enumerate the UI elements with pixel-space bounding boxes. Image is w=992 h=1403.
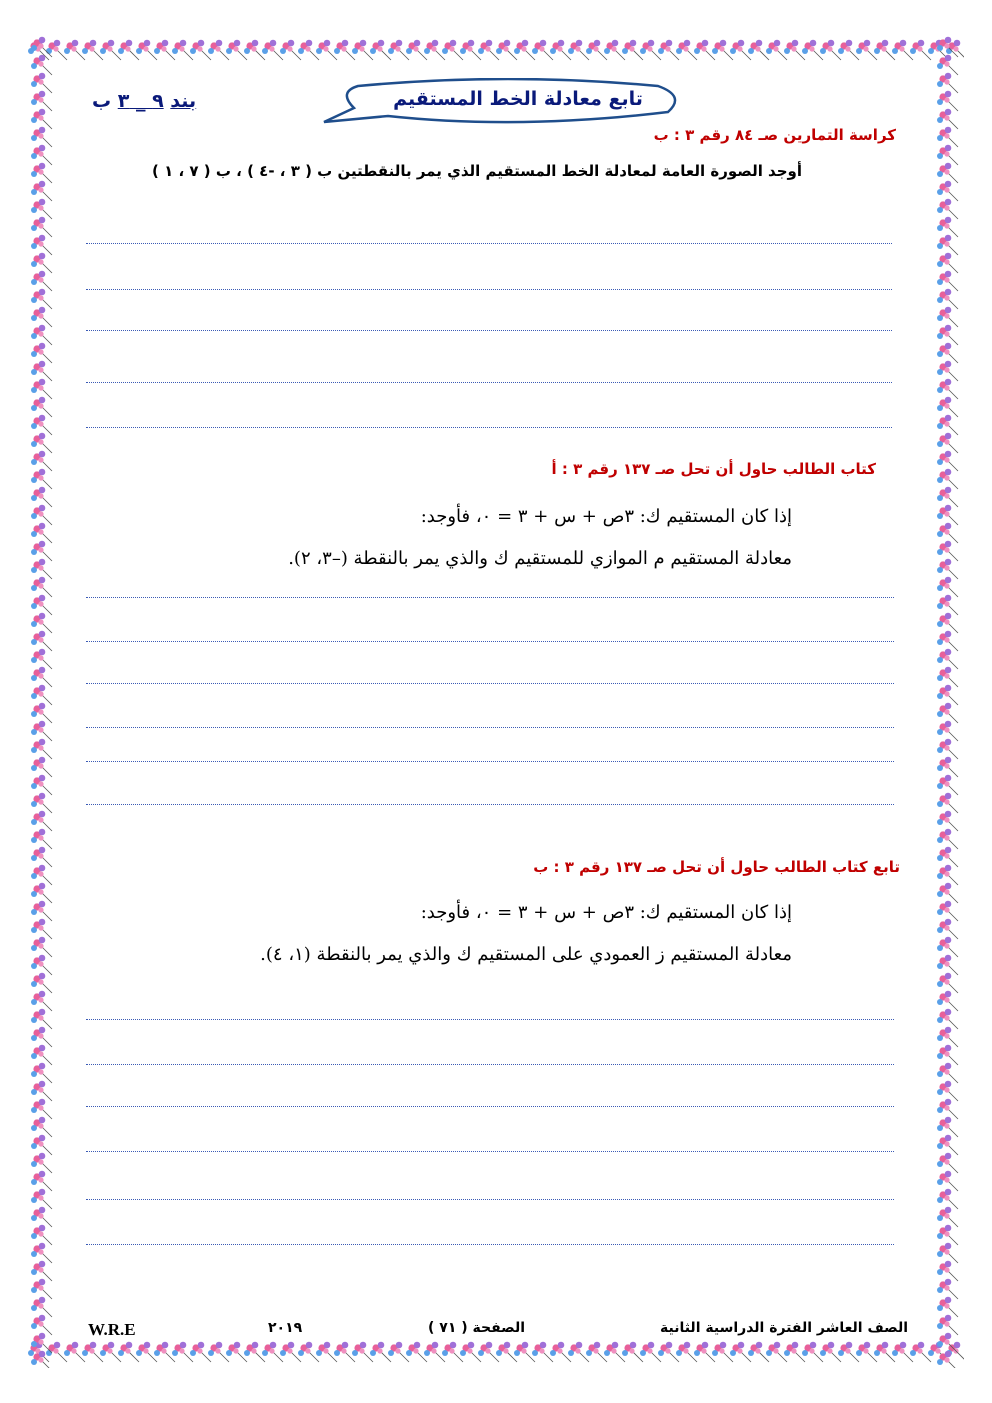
unit-label: [92, 90, 222, 112]
footer-grade: الصف العاشر الفترة الدراسية الثانية: [660, 1320, 908, 1336]
unit-number: ٩ _ ٣: [117, 90, 164, 112]
answer-line: [86, 727, 894, 728]
answer-line: [86, 382, 892, 383]
answer-line: [86, 1199, 894, 1200]
balloon-border-pattern: [28, 36, 58, 1368]
balloon-border-pattern: [28, 36, 964, 66]
page-border-top: [28, 36, 964, 66]
answer-line: [86, 1151, 894, 1152]
answer-line: [86, 243, 892, 244]
section3-heading: تابع كتاب الطالب حاول أن تحل صـ ١٣٧ رقم ٣ : ب: [533, 858, 900, 876]
footer-page-number: الصفحة ( ٧١ ): [428, 1320, 526, 1336]
section1-heading: كراسة التمارين صـ ٨٤ رقم ٣ : ب: [653, 126, 896, 144]
section2-question-line1: إذا كان المستقيم ك: ٣ص + س + ٣ = ٠، فأوجد:: [420, 506, 792, 527]
answer-line: [86, 427, 892, 428]
answer-line: [86, 1244, 894, 1245]
answer-line: [86, 1064, 894, 1065]
page-border-right: [934, 36, 964, 1368]
page-footer: [88, 1320, 908, 1344]
page-title: تابع معادلة الخط المستقيم: [393, 88, 643, 110]
footer-year: ٢٠١٩: [268, 1320, 303, 1336]
section3-question-line1: إذا كان المستقيم ك: ٣ص + س + ٣ = ٠، فأوجد:: [420, 902, 792, 923]
section3-question-line2: معادلة المستقيم ز العمودي على المستقيم ك والذي يمر بالنقطة (١، ٤).: [260, 944, 792, 965]
title-speech-bubble: [318, 78, 688, 128]
section2-heading: كتاب الطالب حاول أن تحل صـ ١٣٧ رقم ٣ : أ: [551, 460, 876, 478]
answer-line: [86, 641, 894, 642]
answer-line: [86, 597, 894, 598]
section2-question-line2: معادلة المستقيم م الموازي للمستقيم ك والذي يمر بالنقطة (–٣، ٢).: [288, 548, 792, 569]
unit-prefix: بند: [170, 90, 197, 112]
answer-line: [86, 330, 892, 331]
page-border-left: [28, 36, 58, 1368]
answer-line: [86, 761, 894, 762]
answer-line: [86, 289, 892, 290]
unit-suffix: ب: [92, 90, 112, 112]
answer-line: [86, 804, 894, 805]
answer-line: [86, 1019, 894, 1020]
answer-line: [86, 1106, 894, 1107]
footer-author: W.R.E: [88, 1320, 136, 1339]
answer-line: [86, 683, 894, 684]
balloon-border-pattern: [934, 36, 964, 1368]
section1-question: أوجد الصورة العامة لمعادلة الخط المستقيم الذي يمر بالنقطتين ب ( ٣ ، -٤ ) ، ب ( ٧ ، ١ ): [152, 162, 802, 180]
